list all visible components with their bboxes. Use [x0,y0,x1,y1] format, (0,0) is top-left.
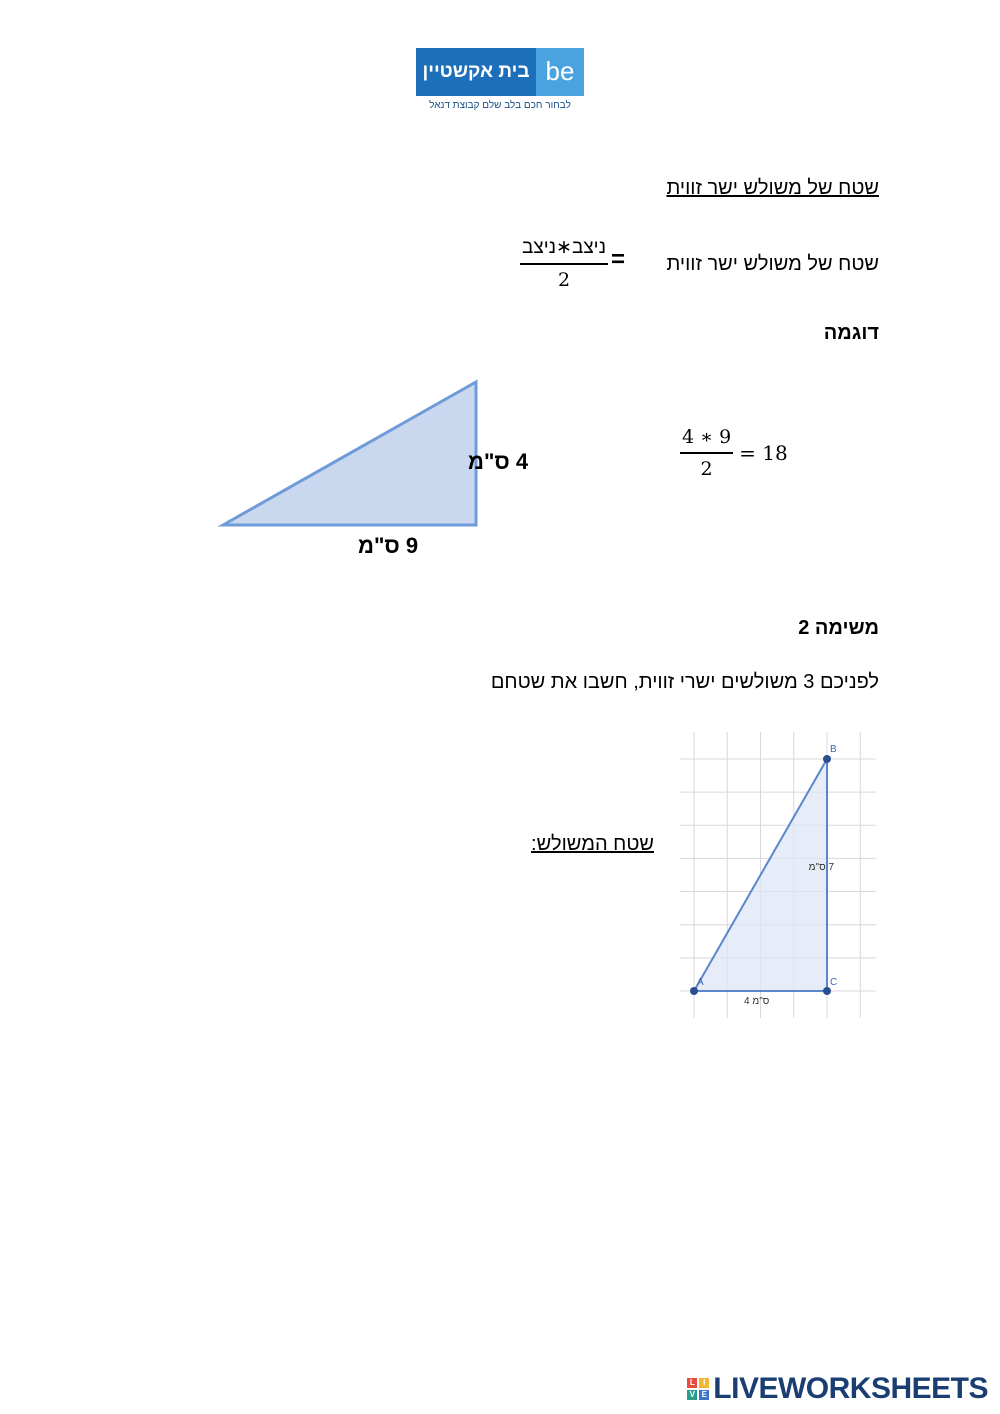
brand-grid-cell: L [687,1378,697,1388]
area-label: שטח המשולש: [531,833,654,855]
example-base-label: 9 ס"מ [358,533,419,558]
liveworksheets-brand [687,1374,988,1404]
vertex-a-point [690,987,698,995]
task-instruction: לפניכם 3 משולשים ישרי זווית, חשבו את שטחם [490,671,879,693]
vertex-c-point [823,987,831,995]
example-calc-numerator: 4 ∗ 9 [680,426,733,454]
brand-grid-icon [687,1378,709,1400]
side-horizontal-label: 4 ס"מ [744,996,770,1007]
example-heading: דוגמה [823,322,879,344]
brand-grid-cell: V [687,1390,697,1400]
example-calc-result: = 18 [739,441,788,465]
vertex-a-label: A [697,977,704,988]
example-calculation [680,426,788,480]
logo-brand: בית אקשטיין [422,61,530,82]
formula-fraction [520,236,608,291]
formula-label: שטח של משולש ישר זווית [666,253,879,275]
example-calc-denominator: 2 [700,458,713,480]
formula-equals: = [611,246,626,273]
section-title: שטח של משולש ישר זווית [666,177,879,199]
brand-grid-cell: I [699,1378,709,1388]
vertex-b-point [823,755,831,763]
example-triangle [223,382,476,525]
formula-denominator: 2 [557,269,571,291]
brand-grid-cell: E [699,1390,709,1400]
task-heading: משימה 2 [798,617,879,639]
example-height-label: 4 ס"מ [468,449,529,474]
vertex-b-label: B [830,744,837,755]
logo-tagline: לבחור חכם בלב שלם קבוצת דנאל [429,100,571,111]
logo [416,48,586,118]
logo-be: be [545,56,575,86]
task-graph [680,732,876,1018]
vertex-c-label: C [830,977,838,988]
side-vertical-label: 7 ס"מ [808,862,834,873]
formula-numerator: ניצב∗ניצב [520,236,608,265]
brand-wordmark: LIVEWORKSHEETS [713,1372,988,1405]
